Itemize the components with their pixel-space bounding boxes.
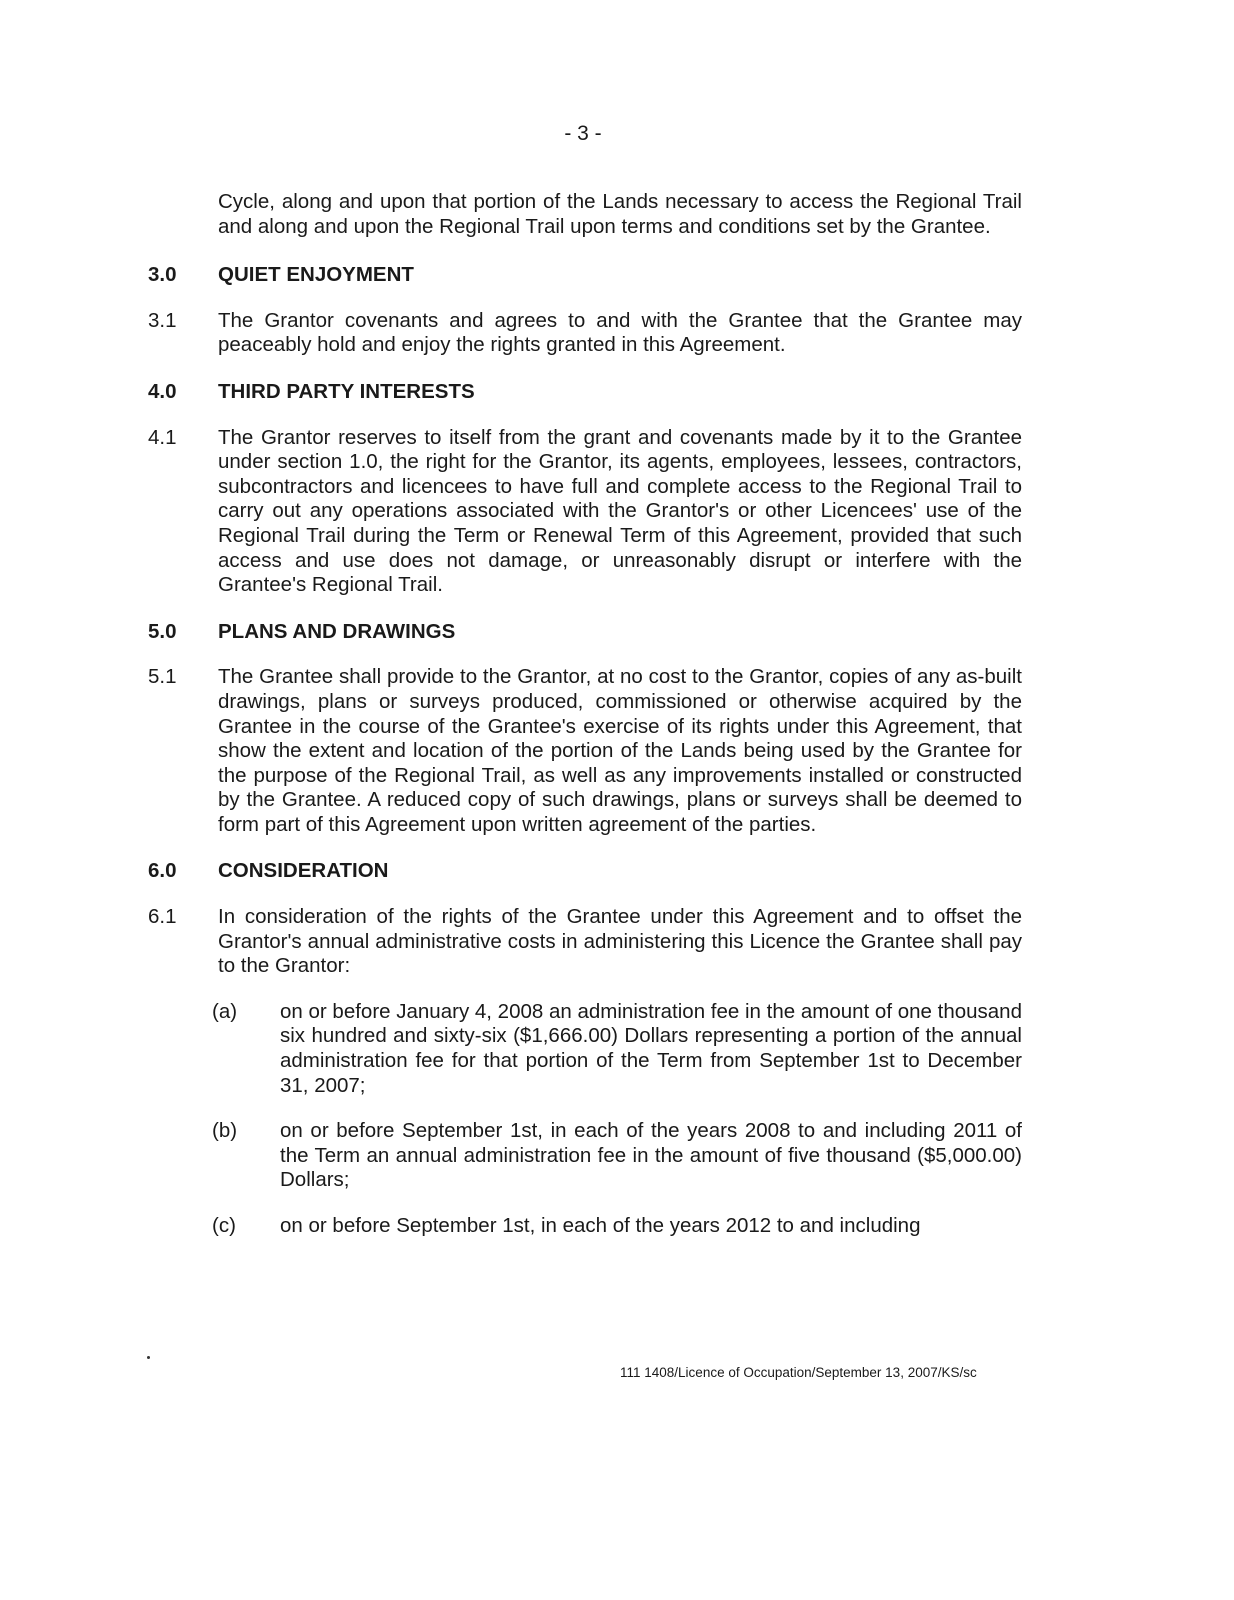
subclause-letter: (a) — [212, 999, 238, 1023]
clause-number: 6.1 — [148, 905, 177, 929]
section-title: QUIET ENJOYMENT — [218, 263, 414, 287]
subclause-b — [148, 1119, 1022, 1193]
clause-text: The Grantee shall provide to the Grantor, at no cost to the Grantor, copies of any as-built drawings, plans or surveys produced, commissioned or otherwise acquired by the Grantee in the course of the Grantee's exercise of its rights under this Agreement, that show the extent and location of the portion of the Lands being used by the Grantee for the purpose of the Regional Trail, as well as any improvements installed or constructed by the Grantee. A reduced copy of such drawings, plans or surveys shall be deemed to form part of this Agreement upon written agreement of the parties. — [218, 665, 1022, 836]
document-body — [148, 190, 1022, 1239]
section-number: 5.0 — [148, 619, 177, 643]
footer-reference: 111 1408/Licence of Occupation/September 13, 2007/KS/sc — [620, 1365, 977, 1380]
section-title: THIRD PARTY INTERESTS — [218, 379, 475, 403]
section-number: 4.0 — [148, 379, 177, 403]
subclause-text: on or before September 1st, in each of the years 2012 to and including — [280, 1214, 921, 1237]
clause-text: In consideration of the rights of the Grantee under this Agreement and to offset the Grantor's annual administrative costs in administering this Licence the Grantee shall pay to the Grantor: — [218, 905, 1022, 978]
subclause-text: on or before September 1st, in each of the years 2008 to and including 2011 of the Term an annual administration fee in the amount of five thousand ($5,000.00) Dollars; — [280, 1119, 1022, 1192]
clause-6-1 — [148, 905, 1022, 979]
clause-number: 4.1 — [148, 425, 177, 449]
clause-text: The Grantor reserves to itself from the grant and covenants made by it to the Grantee under section 1.0, the right for the Grantor, its agents, employees, lessees, contractors, subcontractors and licencees to have full and complete access to the Regional Trail to carry out any operations associated with the Grantor's or other Licencees' use of the Regional Trail during the Term or Renewal Term of this Agreement, provided that such access and use does not damage, or unreasonably disrupt or interfere with the Grantee's Regional Trail. — [218, 425, 1022, 597]
section-heading-5 — [148, 620, 1022, 645]
section-number: 3.0 — [148, 263, 177, 287]
clause-3-1 — [148, 309, 1022, 358]
section-title: CONSIDERATION — [218, 859, 389, 883]
intro-text: Cycle, along and upon that portion of the Lands necessary to access the Regional Trail and along and upon the Regional Trail upon terms and conditions set by the Grantee. — [218, 190, 1022, 238]
scan-speck — [147, 1356, 150, 1359]
clause-number: 3.1 — [148, 308, 177, 332]
subclause-letter: (c) — [212, 1214, 236, 1237]
section-title: PLANS AND DRAWINGS — [218, 619, 456, 643]
section-heading-4 — [148, 380, 1022, 405]
section-heading-3 — [148, 263, 1022, 288]
clause-5-1 — [148, 665, 1022, 837]
clause-number: 5.1 — [148, 665, 177, 689]
subclause-letter: (b) — [212, 1119, 238, 1143]
intro-paragraph — [148, 190, 1022, 239]
subclause-text: on or before January 4, 2008 an administration fee in the amount of one thousand six hundred and sixty-six ($1,666.00) Dollars representing a portion of the annual administration fee for that portion of the Term from September 1st to December 31, 2007; — [280, 999, 1022, 1097]
subclause-c — [148, 1214, 1022, 1239]
clause-text: The Grantor covenants and agrees to and with the Grantee that the Grantee may peaceably hold and enjoy the rights granted in this Agreement. — [218, 308, 1022, 357]
section-heading-6 — [148, 859, 1022, 884]
subclause-a — [148, 1000, 1022, 1098]
page-number: - 3 - — [564, 122, 602, 145]
section-number: 6.0 — [148, 859, 177, 883]
clause-4-1 — [148, 426, 1022, 598]
